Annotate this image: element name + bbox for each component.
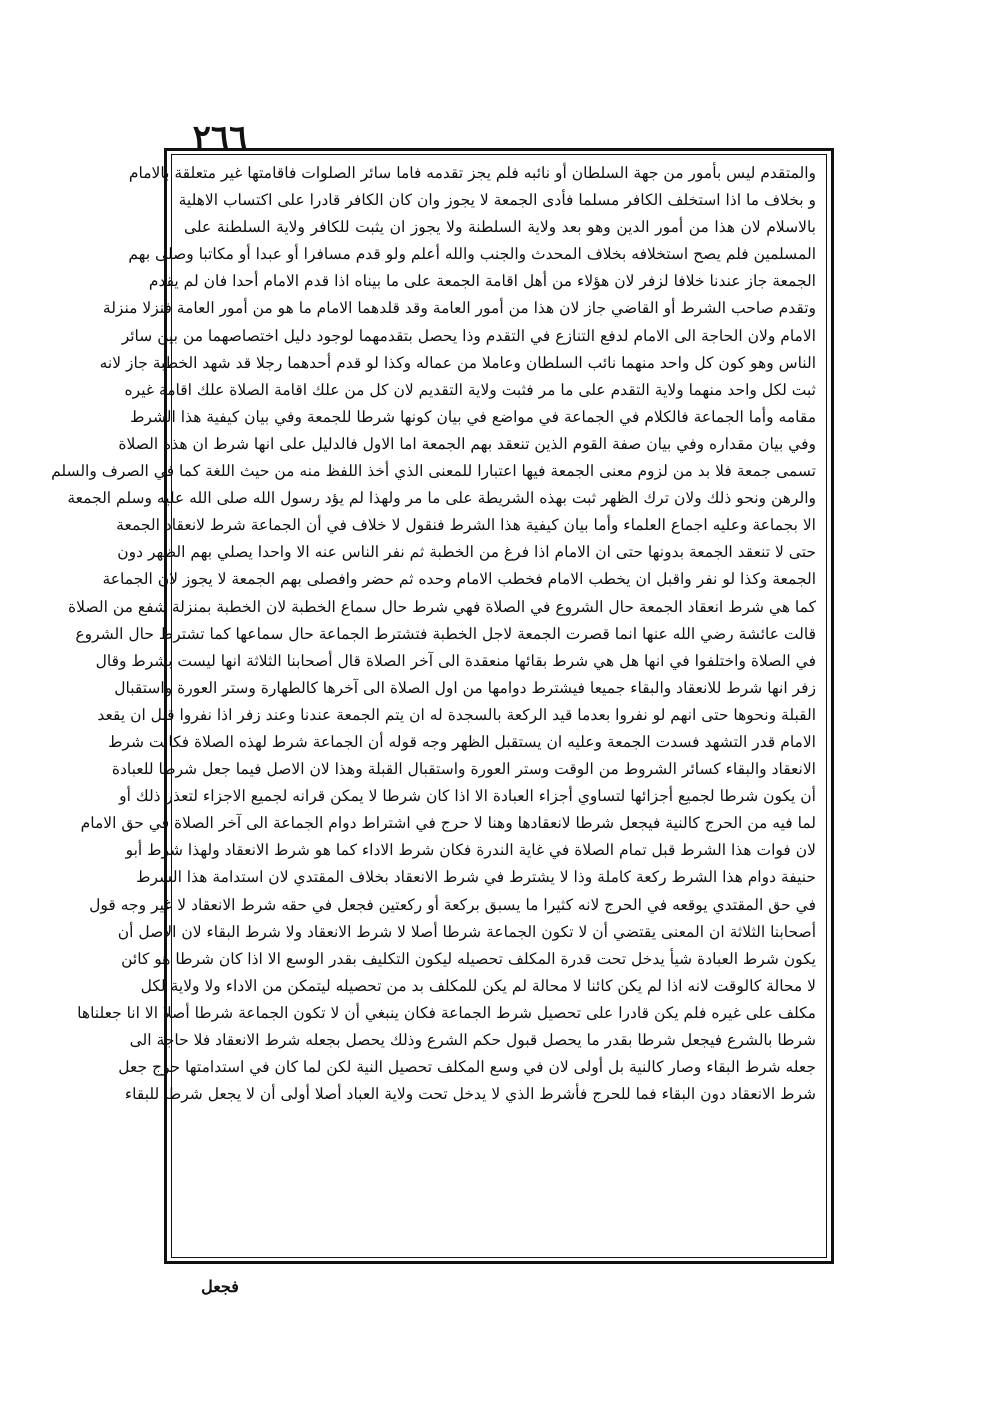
text-line: شرط الانعقاد دون البقاء فما للحرج فأشرط الذي لا يدخل تحت ولاية العباد أصلا أولى أن لا يجعل شرطا للبقاء bbox=[124, 1085, 816, 1104]
text-line: في حق المقتدي يوقعه في الحرج لانه كثيرا ما يسبق بركعة أو ركعتين فجعل في حقه شرط الانعقاد لا غير وجه قول bbox=[89, 895, 816, 914]
text-line: شرطا بالشرع فيجعل شرطا بقدر ما يحصل قبول حكم الشرع وذلك يحصل بجعله شرط الانعقاد فلا حاجة الى bbox=[129, 1031, 816, 1049]
page-number: ٢٦٦ bbox=[192, 118, 248, 158]
text-line: القبلة ونحوها حتى انهم لو نفروا بعدما قيد الركعة بالسجدة له ان يتم الجمعة عندنا وعند زفر اذا نفروا قبل ان يقعد bbox=[97, 705, 816, 724]
text-line: أصحابنا الثلاثة ان المعنى يقتضي أن لا تكون الجماعة شرطا أصلا لا شرط الانعقاد ولا شرط البقاء لان الاصل أن bbox=[117, 922, 816, 941]
text-block bbox=[51, 160, 816, 1108]
text-line: كما هي شرط انعقاد الجمعة حال الشروع في الصلاة فهي شرط حال سماع الخطبة لان الخطبة بمنزلة شفع من الصلاة bbox=[68, 597, 816, 616]
text-line: لما فيه من الحرج كالنية فيجعل شرطا لانعقادها وهنا لا حرج في اشتراط دوام الجماعة الى آخر الصلاة في حق الامام bbox=[80, 814, 816, 833]
text-line: تسمى جمعة فلا بد من لزوم معنى الجمعة فيها اعتبارا للمعنى الذي أخذ اللفظ منه من حيث اللغة كما في الصرف والسلم bbox=[51, 462, 816, 481]
text-line: لان فوات هذا الشرط قبل تمام الصلاة في غاية الندرة فكان شرط الاداء كما هو شرط الانعقاد ولهذا شرط أبو bbox=[125, 841, 816, 860]
text-line: قالت عائشة رضي الله عنها انما قصرت الجمعة لاجل الخطبة فتشترط الجماعة حال سماعها كما تشترط حال الشروع bbox=[75, 624, 816, 643]
text-line: المسلمين فلم يصح استخلافه بخلاف المحدث والجنب والله أعلم ولو قدم مسافرا أو عبدا أو مكاتبا وصلى بهم bbox=[128, 245, 816, 264]
text-line: حنيفة دوام هذا الشرط ركعة كاملة وذا لا يشترط في شرط الانعقاد بخلاف المقتدي لان استدامة هذا الشرط bbox=[136, 868, 816, 887]
text-line: زفر انها شرط للانعقاد والبقاء جميعا فيشترط دوامها من اول الصلاة الى آخرها كالطهارة وستر العورة واستقبال bbox=[114, 678, 816, 697]
text-line: والرهن ونحو ذلك ولان ترك الظهر ثبت بهذه الشريطة على ما مر ولهذا لم يؤد رسول الله صلى الله عليه وسلم الجمعة bbox=[67, 489, 816, 508]
text-line: و بخلاف ما اذا استخلف الكافر مسلما فأدى الجمعة لا يجوز وان كان الكافر قادرا على اكتساب الاهلية bbox=[178, 191, 816, 210]
text-line: وفي بيان مقداره وفي بيان صفة القوم الذين تنعقد بهم الجمعة اما الاول فالدليل على انها شرط ان هذه الصلاة bbox=[118, 434, 816, 453]
text-line: الا بجماعة وعليه اجماع العلماء وأما بيان كيفية هذا الشرط فنقول لا خلاف في أن الجماعة شرط لانعقاد الجمعة bbox=[116, 516, 816, 535]
text-line: الناس وهو كون كل واحد منهما نائب السلطان وعاملا من عماله وكذا لو قدم أحدهما رجلا قد شهد الخطبة جاز لانه bbox=[99, 353, 816, 372]
text-line: والمتقدم ليس بأمور من جهة السلطان أو نائبه فلم يجز تقدمه فاما سائر الصلوات فاقامتها غير متعلقة بالامام bbox=[128, 164, 816, 182]
text-line: يكون شرط العبادة شيأ يدخل تحت قدرة المكلف تحصيله ليكون التكليف بقدر الوسع الا اذا كان شرطا هو كائن bbox=[121, 949, 816, 968]
text-line: بالاسلام لان هذا من أمور الدين وهو بعد ولاية السلطنة ولا يجوز ان يثبت للكافر ولاية السلطنة على bbox=[184, 218, 816, 237]
text-line: وتقدم صاحب الشرط أو القاضي جاز لان هذا من أمور العامة وقد قلدهما الامام ما هو من أمور العامة فنزلا منزلة bbox=[102, 299, 816, 318]
text-line: مقامه وأما الجماعة فالكلام في الجماعة في مواضع في بيان كونها شرطا للجمعة وفي بيان كيفية هذا الشرط bbox=[130, 407, 816, 426]
text-line: الامام قدر التشهد فسدت الجمعة وعليه ان يستقبل الظهر وجه قوله أن الجماعة شرط لهذه الصلاة فكانت شرط bbox=[108, 732, 816, 751]
text-line: الجمعة جاز عندنا خلافا لزفر لان هؤلاء من أهل اقامة الجمعة على ما بيناه اذا قدم الامام أحدا فان لم يقدم bbox=[148, 272, 816, 291]
text-line: حتى لا تنعقد الجمعة بدونها حتى ان الامام اذا فرغ من الخطبة ثم نفر الناس عنه الا واحدا يصلي بهم الظهر دون bbox=[117, 543, 816, 562]
text-line: مكلف على غيره فلم يكن قادرا على تحصيل شرط الجماعة فكان ينبغي أن لا تكون الجماعة شرطا أصلا الا انا جعلناها bbox=[77, 1003, 816, 1022]
catchword: فجعل bbox=[201, 1277, 239, 1296]
text-line: جعله شرط البقاء وصار كالنية بل أولى لان في وسع المكلف تحصيل النية لكن لما كان في استدامتها حرج جعل bbox=[118, 1058, 816, 1077]
text-line: الانعقاد والبقاء كسائر الشروط من الوقت وستر العورة واستقبال القبلة وهذا لان الاصل فيما جعل شرطا للعبادة bbox=[111, 760, 816, 779]
text-line: لا محالة كالوقت لانه اذا لم يكن كائنا لا محالة لم يكن للمكلف بد من تحصيله ليتمكن من الاداء ولا ولاية لكل bbox=[140, 976, 816, 995]
text-line: في الصلاة واختلفوا في انها هل هي شرط بقائها منعقدة الى آخر الصلاة قال أصحابنا الثلاثة انها ليست بشرط وقال bbox=[95, 651, 816, 670]
text-line: الامام ولان الحاجة الى الامام لدفع التنازع في التقدم وذا يحصل بتقدمهما لوجود دليل اختصاصهما من بين سائر bbox=[121, 326, 816, 345]
text-line: الجمعة وكذا لو نفر واقبل ان يخطب الامام فخطب الامام وحده ثم حضر وافصلى بهم الجمعة لا يجوز لان الجماعة bbox=[102, 570, 816, 589]
text-line: أن يكون شرطا لجميع أجزائها لتساوي أجزاء العبادة الا اذا كان شرطا لا يمكن قرانه لجميع الاجزاء لتعذر ذلك أو bbox=[119, 787, 816, 806]
text-line: ثبت لكل واحد منهما ولاية التقدم على ما مر فثبت ولاية التقديم لان كل من علك اقامة الصلاة علك اقامة غيره bbox=[124, 380, 816, 399]
